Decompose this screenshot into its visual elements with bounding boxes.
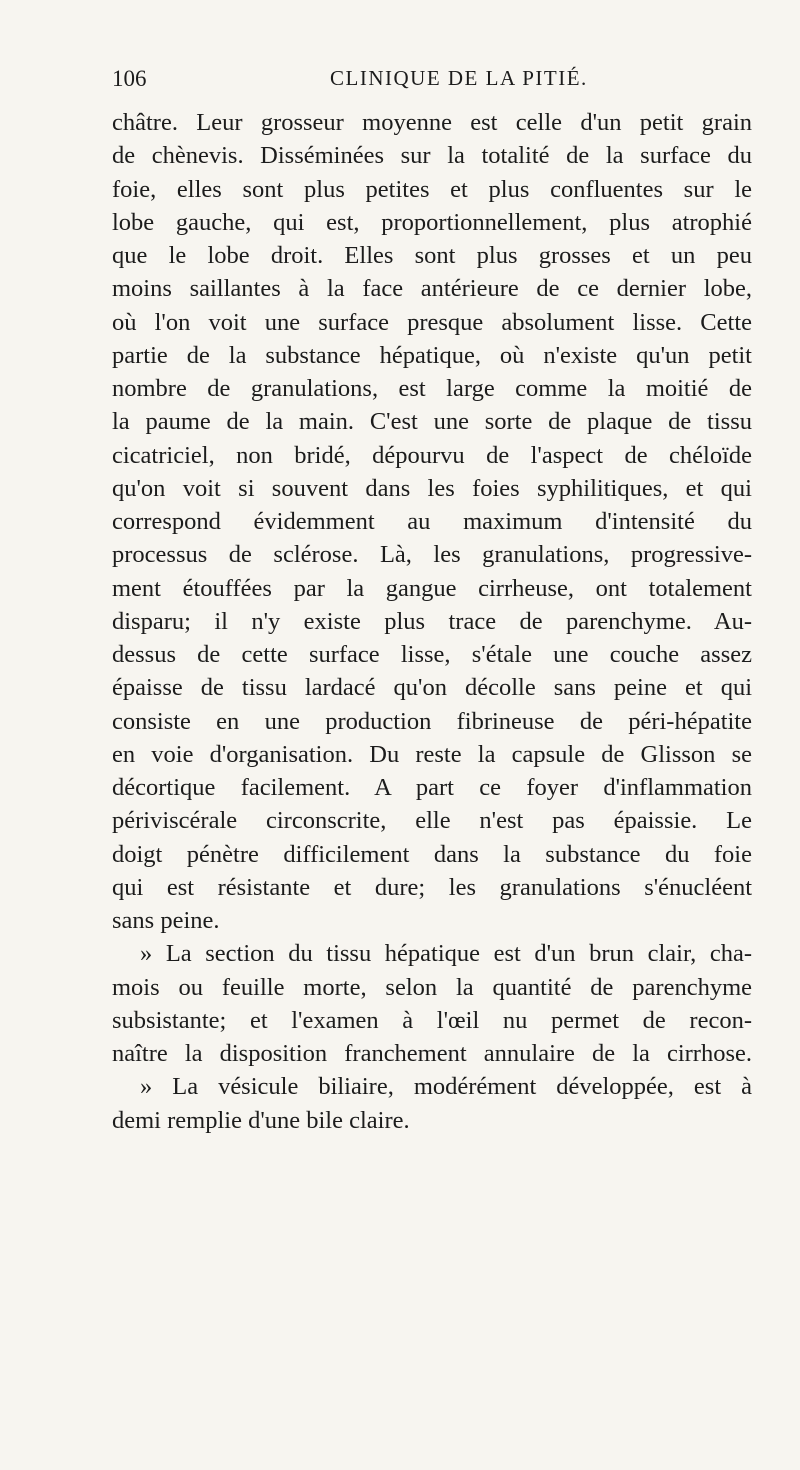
text-line: » La vésicule biliaire, modérément développée, est à bbox=[140, 1073, 752, 1101]
text-line: lobe gauche, qui est, proportionnellement, plus atrophié bbox=[112, 208, 752, 236]
text-line: châtre. Leur grosseur moyenne est celle d'un petit grain bbox=[112, 109, 752, 136]
text-line: naître la disposition franchement annulaire de la cirrhose. bbox=[112, 1040, 752, 1067]
text-line: correspond évidemment au maximum d'intensité du bbox=[112, 508, 752, 535]
text-line: disparu; il n'y existe plus trace de parenchyme. Au- bbox=[112, 607, 752, 635]
text-line: doigt pénètre difficilement dans la substance du foie bbox=[112, 840, 752, 868]
text-line: consiste en une production fibrineuse de péri-hépatite bbox=[112, 707, 752, 735]
text-line: décortique facilement. A part ce foyer d'inflammation bbox=[112, 774, 752, 801]
text-line: dessus de cette surface lisse, s'étale une couche assez bbox=[112, 641, 752, 668]
text-line: périviscérale circonscrite, elle n'est pas épaissie. Le bbox=[112, 807, 752, 835]
text-line: foie, elles sont plus petites et plus confluentes sur le bbox=[112, 175, 752, 203]
text-line: en voie d'organisation. Du reste la capsule de Glisson se bbox=[112, 740, 752, 768]
text-line: qui est résistante et dure; les granulations s'énucléent bbox=[112, 873, 752, 901]
text-line: subsistante; et l'examen à l'œil nu permet de recon- bbox=[112, 1006, 752, 1034]
text-line: demi remplie d'une bile claire. bbox=[112, 1106, 410, 1134]
page-number: 106 bbox=[112, 66, 147, 91]
text-line: la paume de la main. C'est une sorte de plaque de tissu bbox=[112, 408, 752, 436]
running-title: CLINIQUE DE LA PITIÉ. bbox=[330, 66, 588, 90]
text-line: ment étouffées par la gangue cirrheuse, ont totalement bbox=[112, 574, 752, 602]
text-line: » La section du tissu hépatique est d'un brun clair, cha- bbox=[140, 940, 752, 968]
text-line: partie de la substance hépatique, où n'existe qu'un petit bbox=[112, 341, 752, 369]
text-line: où l'on voit une surface presque absolument lisse. Cette bbox=[112, 308, 752, 336]
body-text bbox=[112, 106, 752, 1137]
text-line: moins saillantes à la face antérieure de ce dernier lobe, bbox=[112, 275, 752, 303]
running-head bbox=[0, 66, 800, 98]
text-line: cicatriciel, non bridé, dépourvu de l'aspect de chéloïde bbox=[112, 441, 752, 469]
text-line: mois ou feuille morte, selon la quantité de parenchyme bbox=[112, 973, 752, 1001]
text-line: sans peine. bbox=[112, 907, 220, 934]
text-line: épaisse de tissu lardacé qu'on décolle sans peine et qui bbox=[112, 674, 752, 702]
text-line: de chènevis. Disséminées sur la totalité de la surface du bbox=[112, 142, 752, 170]
text-line: qu'on voit si souvent dans les foies syphilitiques, et qui bbox=[112, 474, 752, 502]
text-line: nombre de granulations, est large comme la moitié de bbox=[112, 375, 752, 402]
text-line: que le lobe droit. Elles sont plus grosses et un peu bbox=[112, 242, 752, 269]
text-line: processus de sclérose. Là, les granulations, progressive- bbox=[112, 541, 752, 569]
